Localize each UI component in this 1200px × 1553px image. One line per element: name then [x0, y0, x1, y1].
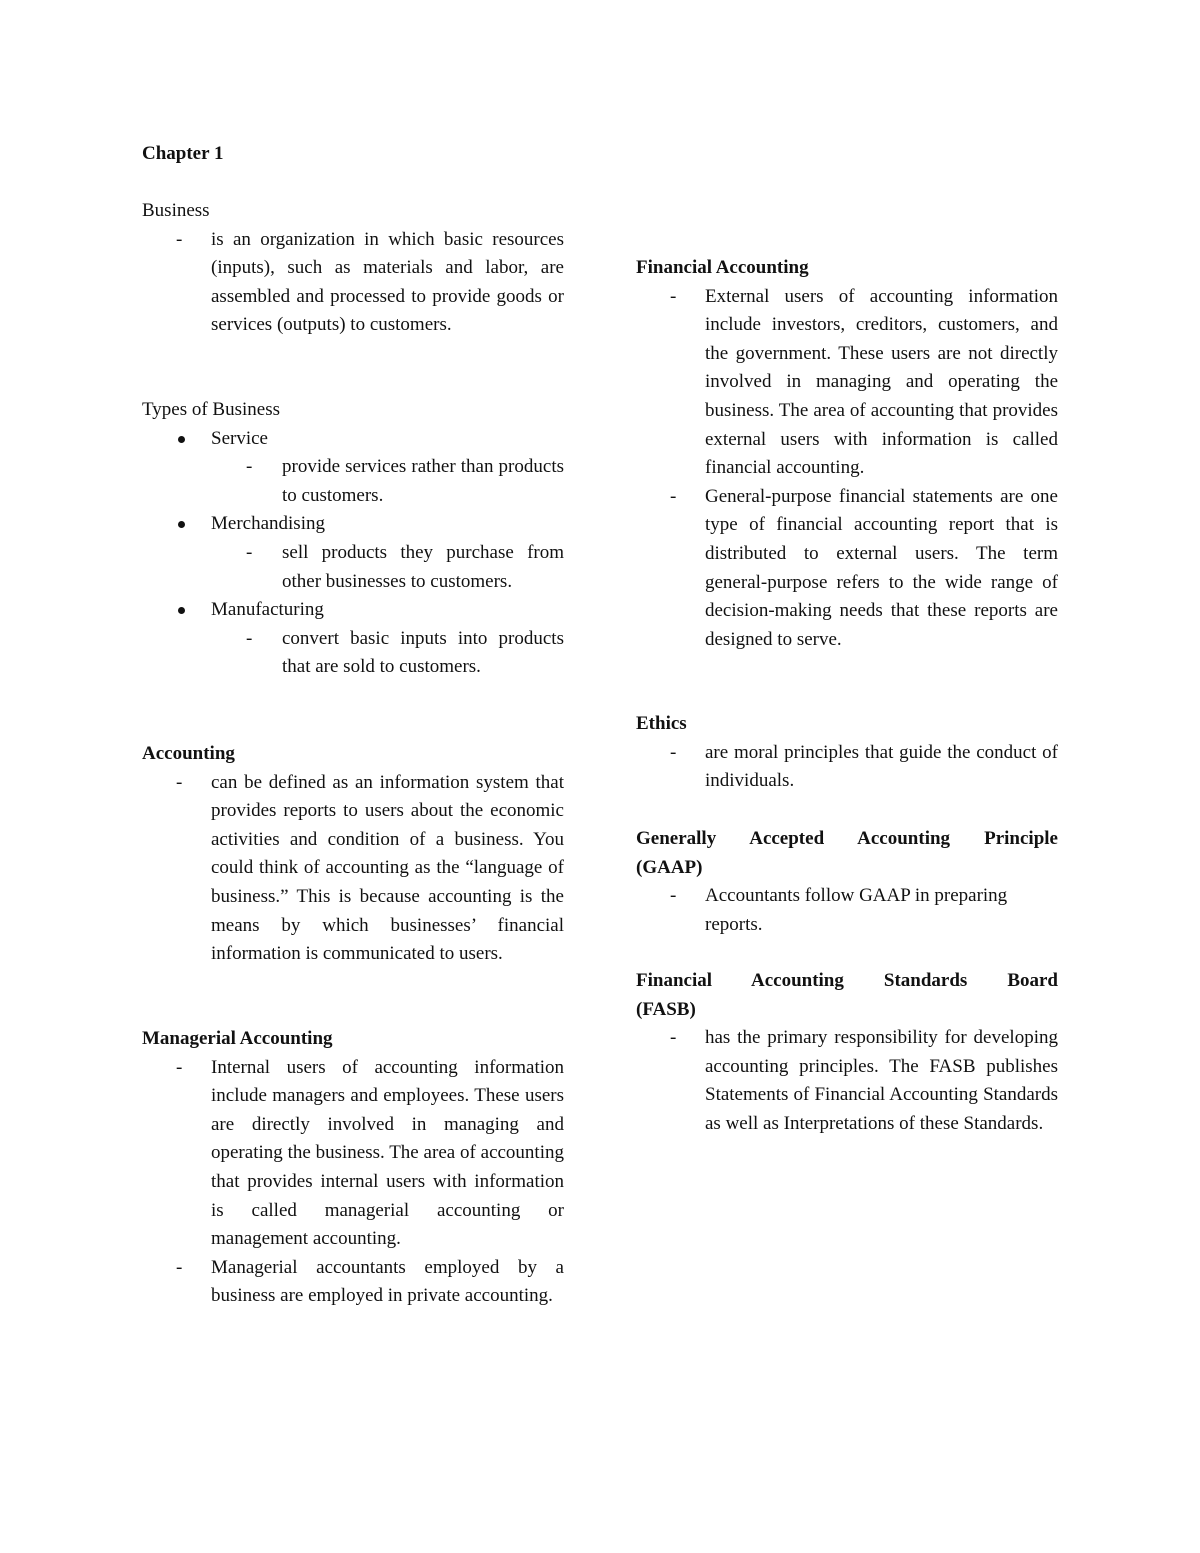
types-of-business-section [142, 396, 564, 682]
dash-marker: - [670, 1027, 677, 1049]
business-type-description-text: sell products they purchase from other businesses to customers. [282, 541, 564, 592]
business-type-manufacturing [142, 596, 564, 625]
business-type-description [142, 539, 564, 596]
gaap-heading-abbrev: (GAAP) [636, 856, 703, 878]
dash-marker: - [176, 1256, 183, 1278]
fasb-heading: Financial Accounting Standards Board [636, 970, 1058, 991]
financial-accounting-point-text: General-purpose financial statements are one type of financial accounting report that is distributed to external users. The term general-purpose refers to the wide range of decision-making needs that these reports are designed to serve. [705, 485, 1058, 650]
gaap-section [636, 825, 1058, 939]
business-type-label: Manufacturing [211, 599, 324, 621]
business-type-merchandising [142, 510, 564, 539]
gaap-point-text: Accountants follow GAAP in preparing reports. [705, 885, 1008, 935]
business-type-service [142, 425, 564, 454]
fasb-point-text: has the primary responsibility for developing accounting principles. The FASB publishes Statements of Financial Accounting Standards as well as Interpretations of these Standards. [705, 1027, 1058, 1134]
managerial-accounting-point-text: Internal users of accounting information include managers and employees. These users are directly involved in managing and operating the business. The area of accounting that provides internal users with information is called managerial accounting or management accounting. [211, 1056, 564, 1250]
business-type-label: Merchandising [211, 513, 325, 535]
ethics-heading: Ethics [636, 713, 687, 734]
dash-marker: - [246, 627, 253, 649]
business-type-label: Service [211, 427, 268, 449]
managerial-accounting-point [142, 1254, 564, 1311]
dash-marker: - [246, 541, 253, 563]
bullet-icon [178, 607, 185, 614]
fasb-heading-abbrev: (FASB) [636, 998, 696, 1020]
accounting-heading: Accounting [142, 743, 235, 764]
chapter-title: Chapter 1 [142, 143, 224, 164]
fasb-section [636, 967, 1058, 1139]
dash-marker: - [670, 885, 677, 907]
financial-accounting-point [636, 483, 1058, 655]
business-type-description [142, 625, 564, 682]
bullet-icon [178, 521, 185, 528]
accounting-point-text: can be defined as an information system that provides reports to users about the economic activities and condition of a business. You could think of accounting as the “language of business.” This is because accounting is the means by which businesses’ financial information is communicated to users. [211, 771, 564, 965]
business-type-description-text: provide services rather than products to customers. [282, 456, 564, 506]
financial-accounting-point [636, 283, 1058, 483]
business-heading: Business [142, 200, 210, 221]
dash-marker: - [176, 771, 183, 793]
dash-marker: - [246, 456, 253, 478]
accounting-point [142, 769, 564, 969]
business-definition-item [142, 226, 564, 340]
financial-accounting-heading: Financial Accounting [636, 257, 809, 278]
business-definition: is an organization in which basic resources (inputs), such as materials and labor, are assembled and processed to provide goods or services (outputs) to customers. [211, 228, 564, 336]
fasb-point [636, 1024, 1058, 1138]
business-type-description-text: convert basic inputs into products that are sold to customers. [282, 627, 564, 678]
ethics-point [636, 739, 1058, 796]
dash-marker: - [670, 285, 677, 307]
financial-accounting-point-text: External users of accounting information include investors, creditors, customers, and the government. These users are not directly involved in managing and operating the business. The area of accounting that provides external users with information is called financial accounting. [705, 285, 1058, 479]
dash-marker: - [176, 228, 183, 250]
financial-accounting-section [636, 254, 1058, 654]
bullet-icon [178, 436, 185, 443]
managerial-accounting-heading: Managerial Accounting [142, 1028, 333, 1049]
business-type-description [142, 453, 564, 510]
dash-marker: - [670, 741, 677, 763]
gaap-heading: Generally Accepted Accounting Principle [636, 828, 1058, 849]
accounting-section [142, 740, 564, 969]
managerial-accounting-point [142, 1054, 564, 1254]
dash-marker: - [670, 485, 677, 507]
dash-marker: - [176, 1056, 183, 1078]
gaap-point [636, 882, 1058, 939]
business-section [142, 197, 564, 340]
ethics-section [636, 710, 1058, 796]
managerial-accounting-point-text: Managerial accountants employed by a business are employed in private accounting. [211, 1256, 564, 1307]
types-of-business-heading: Types of Business [142, 399, 281, 420]
managerial-accounting-section [142, 1025, 564, 1311]
ethics-point-text: are moral principles that guide the conduct of individuals. [705, 741, 1058, 792]
